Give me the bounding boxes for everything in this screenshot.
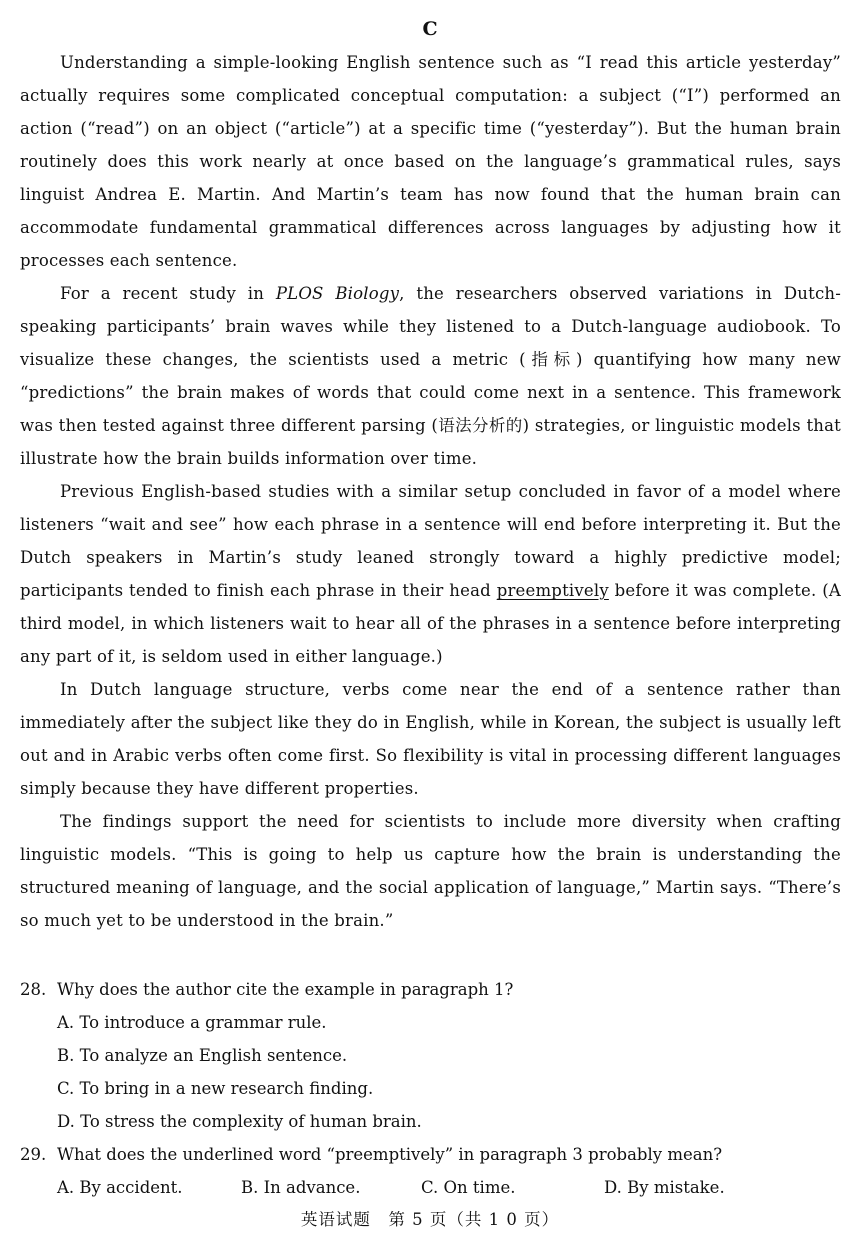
option-28-c: C. To bring in a new research finding.: [57, 1079, 374, 1098]
option-29-c: C. On time.: [421, 1178, 516, 1197]
question-29: [20, 1138, 841, 1171]
paragraph-1: Understanding a simple-looking English sentence such as “I read this article yesterday” actually requires some complicated conceptual computation: a subject (“I”) performed an action (“read”) on an object (“article”) at a specific time (“yesterday”). But the human brain routinely does this work nearly at once based on the language’s grammatical rules, says linguist Andrea E. Martin. And Martin’s team has now found that the human brain can accommodate fundamental grammatical differences across languages by adjusting how it processes each sentence.: [20, 53, 841, 270]
paragraph-2-rest: , the researchers observed variations in Dutch-speaking participants’ brain waves while they listened to a Dutch-language audiobook. To visualize these changes, the scientists used a metric (指标) quantifying how many new “predictions” the brain makes of words that could come next in a sentence. This framework was then tested against three different parsing (语法分析的) strategies, or linguistic models that illustrate how the brain builds information over time.: [20, 284, 841, 468]
underlined-word: preemptively: [496, 581, 609, 600]
paragraph-3: [20, 475, 841, 673]
option-29-d: D. By mistake.: [604, 1178, 725, 1197]
question-number: 28.: [20, 980, 47, 999]
question-stem: Why does the author cite the example in paragraph 1?: [57, 980, 514, 999]
question-stem: What does the underlined word “preemptively” in paragraph 3 probably mean?: [57, 1145, 723, 1164]
options-29: [20, 1171, 841, 1204]
paragraph-5: The findings support the need for scientists to include more diversity when crafting linguistic models. “This is going to help us capture how the brain is understanding the structured meaning of language, and the social application of language,” Martin says. “There’s so much yet to be understood in the brain.”: [20, 812, 841, 930]
question-28: [20, 973, 841, 1006]
question-number: 29.: [20, 1145, 47, 1164]
option-28-b: B. To analyze an English sentence.: [57, 1046, 348, 1065]
page-footer: 英语试题 第 5 页（共 1 0 页）: [300, 1210, 560, 1229]
option-28-d: D. To stress the complexity of human brain.: [57, 1112, 422, 1131]
reading-passage: [20, 46, 841, 937]
option-29-b: B. In advance.: [241, 1178, 361, 1197]
paragraph-3-start: Previous English-based studies with a similar setup concluded in favor of a model where listeners “wait and see” how each phrase in a sentence will end before interpreting it. But the Dutch speakers in Martin’s study leaned strongly toward a highly predictive model; participants tended to finish each phrase in their head: [20, 482, 841, 600]
paragraph-2-start: For a recent study in: [60, 284, 276, 303]
option-29-a: A. By accident.: [57, 1178, 183, 1197]
option-28-a: A. To introduce a grammar rule.: [57, 1013, 327, 1032]
section-title: C: [422, 18, 438, 40]
questions-section: [20, 973, 841, 1204]
paragraph-3-rest: before it was complete. (A third model, in which listeners wait to hear all of the phrases in a sentence before interpreting any part of it, is seldom used in either language.): [20, 581, 841, 666]
journal-name: PLOS Biology: [275, 284, 400, 303]
paragraph-2: [20, 277, 841, 475]
paragraph-4: In Dutch language structure, verbs come near the end of a sentence rather than immediately after the subject like they do in English, while in Korean, the subject is usually left out and in Arabic verbs often come first. So flexibility is vital in processing different languages simply because they have different properties.: [20, 680, 841, 798]
